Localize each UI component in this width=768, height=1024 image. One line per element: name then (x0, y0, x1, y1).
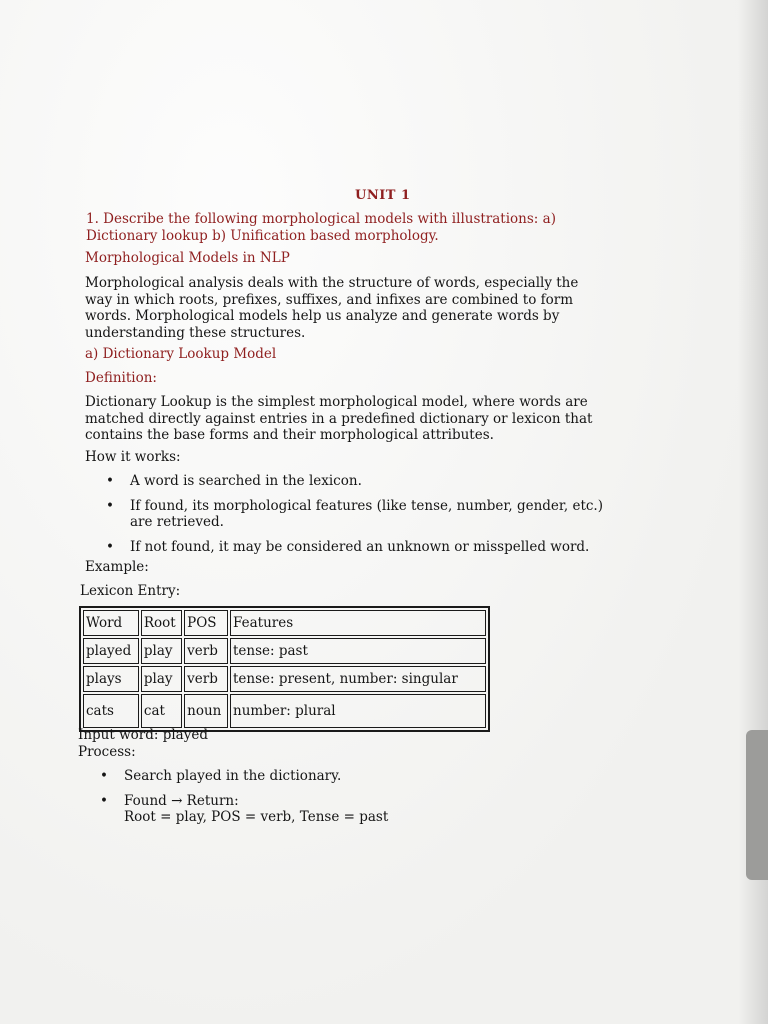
table-cell: play (141, 666, 182, 692)
process-label: Process: (78, 744, 136, 760)
table-cell: cat (141, 694, 182, 728)
binder-tab (746, 730, 768, 880)
example-label: Example: (85, 559, 149, 575)
table-cell: number: plural (230, 694, 486, 728)
list-item: • If not found, it may be considered an unknown or misspelled word. (106, 539, 603, 556)
table-header-cell: Root (141, 610, 182, 636)
definition-line: matched directly against entries in a predefined dictionary or lexicon that (85, 410, 593, 427)
lexicon-entry-label: Lexicon Entry: (80, 583, 181, 599)
list-item: • Search played in the dictionary. (100, 768, 388, 785)
question-line-1: 1. Describe the following morphological models with illustrations: a) (86, 211, 556, 227)
table-row (83, 666, 486, 692)
process-list (100, 768, 388, 826)
table-header-cell: Word (83, 610, 139, 636)
subsection-title: a) Dictionary Lookup Model (85, 346, 277, 362)
table-cell: verb (184, 638, 228, 664)
table-cell: noun (184, 694, 228, 728)
definition-line: Dictionary Lookup is the simplest morphological model, where words are (85, 394, 588, 410)
table-header-cell: POS (184, 610, 228, 636)
list-item: • If found, its morphological features (like tense, number, gender, etc.) are retrieved. (106, 498, 603, 531)
table-row (83, 694, 486, 728)
intro-line: words. Morphological models help us analyze and generate words by (85, 308, 560, 324)
how-it-works-list (106, 473, 603, 555)
how-it-works-label: How it works: (85, 449, 181, 465)
section-title: Morphological Models in NLP (85, 250, 290, 266)
table-cell: play (141, 638, 182, 664)
table-row (83, 638, 486, 664)
table-cell: plays (83, 666, 139, 692)
table-cell: tense: past (230, 638, 486, 664)
lexicon-table (79, 606, 490, 732)
unit-title: UNIT 1 (355, 188, 411, 203)
table-cell: cats (83, 694, 139, 728)
definition-label: Definition: (85, 370, 157, 386)
table-header-row (83, 610, 486, 636)
intro-line: Morphological analysis deals with the structure of words, especially the (85, 275, 579, 291)
definition-paragraph (85, 394, 592, 444)
intro-line: understanding these structures. (85, 324, 306, 341)
table-cell: played (83, 638, 139, 664)
question-heading (86, 211, 556, 245)
question-line-2: Dictionary lookup b) Unification based morphology. (86, 228, 439, 244)
intro-paragraph (85, 275, 578, 341)
table-header-cell: Features (230, 610, 486, 636)
table-cell: verb (184, 666, 228, 692)
intro-line: way in which roots, prefixes, suffixes, and infixes are combined to form (85, 291, 574, 308)
list-item: • Found → Return: Root = play, POS = verb, Tense = past (100, 793, 388, 826)
definition-line: contains the base forms and their morphological attributes. (85, 427, 494, 443)
list-item: • A word is searched in the lexicon. (106, 473, 603, 490)
input-word: Input word: played (78, 727, 208, 743)
table-cell: tense: present, number: singular (230, 666, 486, 692)
